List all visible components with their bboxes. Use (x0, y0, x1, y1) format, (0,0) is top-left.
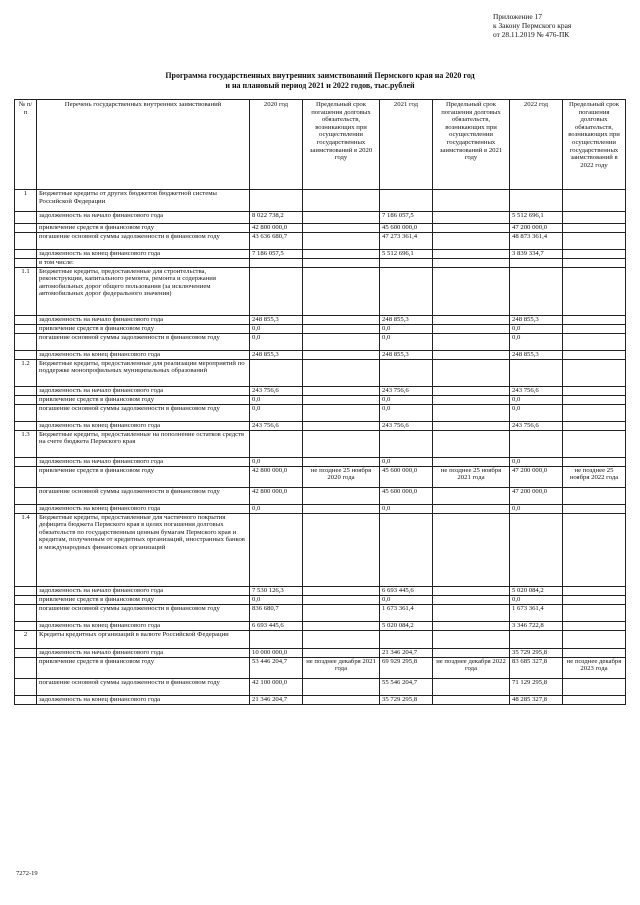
table-cell-term-2020 (303, 267, 380, 315)
table-cell-term-2022 (563, 404, 626, 421)
table-cell-2022: 0,0 (510, 595, 563, 604)
table-cell-term-2021 (433, 359, 510, 386)
table-cell-term-2021 (433, 513, 510, 586)
table-cell-term-2021: не позднее 25 ноября 2021 года (433, 466, 510, 487)
table-header-row (15, 100, 626, 190)
table-cell-2021: 243 756,6 (380, 421, 433, 430)
table-cell-2021: 5 512 696,1 (380, 250, 433, 259)
table-cell-term-2022 (563, 212, 626, 224)
table-cell-name: задолженность на начало финансового года (37, 586, 250, 595)
table-cell-term-2020 (303, 315, 380, 324)
table-cell-2021: 5 020 084,2 (380, 621, 433, 630)
table-cell-term-2022 (563, 504, 626, 513)
table-cell-num (15, 259, 37, 268)
table-cell-num (15, 324, 37, 333)
table-row (15, 190, 626, 212)
table-cell-num (15, 404, 37, 421)
table-row (15, 678, 626, 695)
table-cell-name: привлечение средств в финансовом году (37, 395, 250, 404)
table-cell-name: погашение основной суммы задолженности в финансовом году (37, 404, 250, 421)
table-cell-term-2022 (563, 487, 626, 504)
table-cell-term-2021 (433, 604, 510, 621)
table-cell-term-2020 (303, 350, 380, 359)
table-cell-2022: 1 673 361,4 (510, 604, 563, 621)
table-cell-2021: 45 600 000,0 (380, 466, 433, 487)
table-row (15, 359, 626, 386)
table-cell-name: Кредиты кредитных организаций в валюте Российской Федерации (37, 630, 250, 648)
table-cell-2022: 0,0 (510, 457, 563, 466)
table-cell-2021: 45 600 000,0 (380, 487, 433, 504)
table-cell-2022 (510, 259, 563, 268)
table-cell-term-2022: не позднее декабря 2023 года (563, 657, 626, 678)
table-row (15, 267, 626, 315)
table-cell-2020: 0,0 (250, 333, 303, 350)
table-cell-2020 (250, 430, 303, 457)
header-2020: 2020 год (250, 100, 303, 190)
table-cell-name: погашение основной суммы задолженности в финансовом году (37, 604, 250, 621)
table-cell-2022: 0,0 (510, 333, 563, 350)
table-cell-2022: 47 200 000,0 (510, 487, 563, 504)
table-cell-term-2020 (303, 586, 380, 595)
table-cell-term-2021 (433, 250, 510, 259)
header-2022: 2022 год (510, 100, 563, 190)
table-row (15, 621, 626, 630)
document-title (0, 71, 640, 90)
table-cell-term-2021 (433, 695, 510, 704)
table-cell-name: задолженность на конец финансового года (37, 350, 250, 359)
table-cell-term-2021: не позднее декабря 2022 года (433, 657, 510, 678)
table-cell-term-2020 (303, 224, 380, 233)
table-cell-2022: 0,0 (510, 395, 563, 404)
table-cell-name: задолженность на начало финансового года (37, 457, 250, 466)
footer-code: 7272-19 (16, 870, 38, 877)
table-cell-2020: 53 446 204,7 (250, 657, 303, 678)
table-cell-num (15, 333, 37, 350)
table-cell-2022 (510, 359, 563, 386)
table-cell-term-2022 (563, 359, 626, 386)
table-cell-term-2020 (303, 212, 380, 224)
table-row (15, 386, 626, 395)
table-cell-2021: 243 756,6 (380, 386, 433, 395)
table-cell-2020: 21 346 204,7 (250, 695, 303, 704)
table-cell-term-2020 (303, 259, 380, 268)
table-cell-2021: 69 929 295,8 (380, 657, 433, 678)
table-row (15, 504, 626, 513)
table-cell-name: задолженность на начало финансового года (37, 315, 250, 324)
table-cell-term-2021 (433, 233, 510, 250)
table-cell-2020: 836 680,7 (250, 604, 303, 621)
table-cell-term-2022 (563, 604, 626, 621)
table-cell-2021 (380, 630, 433, 648)
table-row (15, 350, 626, 359)
table-cell-2020: 0,0 (250, 504, 303, 513)
table-cell-term-2020 (303, 233, 380, 250)
table-cell-num (15, 695, 37, 704)
table-cell-term-2021 (433, 350, 510, 359)
appendix-line-3: от 28.11.2019 № 476-ПК (493, 30, 570, 40)
table-cell-term-2022 (563, 250, 626, 259)
table-cell-2020 (250, 259, 303, 268)
table-cell-name: задолженность на конец финансового года (37, 621, 250, 630)
table-cell-term-2021 (433, 212, 510, 224)
table-cell-2021: 0,0 (380, 324, 433, 333)
table-cell-term-2022 (563, 386, 626, 395)
table-cell-term-2022 (563, 224, 626, 233)
table-cell-term-2021 (433, 404, 510, 421)
table-cell-num (15, 466, 37, 487)
table-cell-num (15, 350, 37, 359)
table-cell-2022: 0,0 (510, 324, 563, 333)
table-cell-2020 (250, 190, 303, 212)
header-term-2022: Предельный срок погашения долговых обязательств, возникающих при осуществлении государственных заимствований в 2022 году (563, 100, 626, 190)
table-cell-term-2020 (303, 595, 380, 604)
table-cell-term-2021 (433, 333, 510, 350)
table-cell-term-2022 (563, 233, 626, 250)
table-cell-term-2022 (563, 259, 626, 268)
table-cell-2022: 48 285 327,8 (510, 695, 563, 704)
table-cell-term-2020: не позднее 25 ноября 2020 года (303, 466, 380, 487)
table-cell-name: Бюджетные кредиты, предоставленные для частичного покрытия дефицита бюджета Пермского края в целях погашения долговых обязательств по государственным ценным бумагам Пермского края и кредитам, полученным от кредитных организаций, иностранных банков и международных финансовых организаций (37, 513, 250, 586)
table-cell-num (15, 504, 37, 513)
table-cell-name: погашение основной суммы задолженности в финансовом году (37, 678, 250, 695)
table-cell-name: задолженность на конец финансового года (37, 504, 250, 513)
table-cell-2020: 0,0 (250, 404, 303, 421)
table-cell-term-2021 (433, 421, 510, 430)
table-cell-num: 1.4 (15, 513, 37, 586)
table-cell-term-2020 (303, 421, 380, 430)
table-cell-num (15, 212, 37, 224)
table-row (15, 695, 626, 704)
table-cell-term-2021 (433, 430, 510, 457)
table-row (15, 513, 626, 586)
table-cell-term-2022 (563, 395, 626, 404)
table-cell-2020: 7 186 057,5 (250, 250, 303, 259)
table-cell-term-2020 (303, 513, 380, 586)
table-cell-2022: 3 839 334,7 (510, 250, 563, 259)
table-cell-term-2020 (303, 333, 380, 350)
table-cell-2020: 10 000 000,0 (250, 648, 303, 657)
table-cell-2022: 5 020 084,2 (510, 586, 563, 595)
table-body (15, 190, 626, 705)
table-cell-term-2020 (303, 190, 380, 212)
table-cell-term-2021 (433, 595, 510, 604)
header-term-2020: Предельный срок погашения долговых обязательств, возникающих при осуществлении государственных заимствований в 2020 году (303, 100, 380, 190)
table-cell-term-2022 (563, 457, 626, 466)
table-cell-2020: 7 530 126,3 (250, 586, 303, 595)
table-cell-term-2022 (563, 648, 626, 657)
table-cell-2021: 7 186 057,5 (380, 212, 433, 224)
appendix-line-1: Приложение 17 (493, 12, 542, 21)
table-cell-num (15, 386, 37, 395)
table-cell-term-2022 (563, 350, 626, 359)
table-cell-2020: 243 756,6 (250, 386, 303, 395)
table-cell-term-2020 (303, 648, 380, 657)
table-cell-term-2022 (563, 267, 626, 315)
table-cell-2021: 0,0 (380, 395, 433, 404)
table-cell-2020: 8 022 738,2 (250, 212, 303, 224)
table-cell-2021: 21 346 204,7 (380, 648, 433, 657)
table-cell-2021: 47 273 361,4 (380, 233, 433, 250)
table-cell-2020 (250, 513, 303, 586)
table-cell-num (15, 250, 37, 259)
table-row (15, 421, 626, 430)
table-cell-2020: 248 855,3 (250, 315, 303, 324)
table-cell-term-2021 (433, 324, 510, 333)
table-cell-term-2021 (433, 504, 510, 513)
table-cell-term-2022 (563, 621, 626, 630)
table-cell-2020: 243 756,6 (250, 421, 303, 430)
table-cell-num (15, 586, 37, 595)
header-term-2021: Предельный срок погашения долговых обязательств, возникающих при осуществлении государственных заимствований в 2021 году (433, 100, 510, 190)
table-cell-term-2021 (433, 259, 510, 268)
table-cell-term-2020 (303, 621, 380, 630)
table-cell-term-2022 (563, 595, 626, 604)
table-cell-term-2021 (433, 386, 510, 395)
table-cell-2022: 47 200 000,0 (510, 466, 563, 487)
table-cell-name: задолженность на конец финансового года (37, 695, 250, 704)
table-cell-2022: 248 855,3 (510, 350, 563, 359)
table-cell-2022: 47 200 000,0 (510, 224, 563, 233)
table-cell-name: Бюджетные кредиты, предоставленные на пополнение остатков средств на счете бюджета Пермского края (37, 430, 250, 457)
table-cell-2022: 71 129 295,8 (510, 678, 563, 695)
header-2021: 2021 год (380, 100, 433, 190)
table-cell-num (15, 457, 37, 466)
table-cell-2021 (380, 359, 433, 386)
table-cell-term-2021 (433, 678, 510, 695)
table-cell-name: привлечение средств в финансовом году (37, 657, 250, 678)
table-row (15, 395, 626, 404)
table-cell-2022: 5 512 696,1 (510, 212, 563, 224)
table-cell-num: 1 (15, 190, 37, 212)
table-cell-term-2020 (303, 604, 380, 621)
table-row (15, 466, 626, 487)
table-row (15, 404, 626, 421)
table-cell-2021: 6 693 445,6 (380, 586, 433, 595)
table-cell-num (15, 395, 37, 404)
table-cell-2021: 45 600 000,0 (380, 224, 433, 233)
table-cell-term-2020 (303, 250, 380, 259)
table-row (15, 333, 626, 350)
table-cell-term-2020 (303, 404, 380, 421)
table-cell-2022: 83 685 327,8 (510, 657, 563, 678)
table-row (15, 586, 626, 595)
table-cell-2020: 248 855,3 (250, 350, 303, 359)
table-cell-2022: 35 729 295,8 (510, 648, 563, 657)
table-cell-2020: 0,0 (250, 395, 303, 404)
table-cell-name: Бюджетные кредиты, предоставленные для реализации мероприятий по поддержке монопрофильных муниципальных образований (37, 359, 250, 386)
table-cell-term-2022 (563, 513, 626, 586)
table-cell-term-2021 (433, 190, 510, 212)
table-cell-term-2020 (303, 386, 380, 395)
table-row (15, 212, 626, 224)
table-row (15, 457, 626, 466)
table-cell-2021: 0,0 (380, 333, 433, 350)
table-cell-2021: 35 729 295,8 (380, 695, 433, 704)
table-cell-term-2022 (563, 315, 626, 324)
table-cell-term-2021 (433, 621, 510, 630)
table-cell-name: задолженность на начало финансового года (37, 648, 250, 657)
table-cell-2020: 42 800 000,0 (250, 224, 303, 233)
table-cell-num (15, 224, 37, 233)
table-cell-2022 (510, 267, 563, 315)
table-cell-2021: 248 855,3 (380, 350, 433, 359)
table-cell-num (15, 233, 37, 250)
table-cell-term-2022 (563, 695, 626, 704)
table-cell-2020: 42 100 000,0 (250, 678, 303, 695)
table-cell-term-2021 (433, 457, 510, 466)
table-cell-term-2022 (563, 190, 626, 212)
table-row (15, 250, 626, 259)
table-cell-name: привлечение средств в финансовом году (37, 595, 250, 604)
table-cell-term-2021 (433, 648, 510, 657)
table-cell-2022 (510, 630, 563, 648)
table-cell-2022: 3 346 722,8 (510, 621, 563, 630)
table-row (15, 224, 626, 233)
table-cell-2022 (510, 430, 563, 457)
table-cell-2020: 42 800 000,0 (250, 487, 303, 504)
table-cell-2021: 0,0 (380, 404, 433, 421)
table-cell-2020 (250, 359, 303, 386)
borrowing-program-table (14, 99, 626, 705)
table-cell-2021: 248 855,3 (380, 315, 433, 324)
table-cell-2021: 1 673 361,4 (380, 604, 433, 621)
table-cell-2020 (250, 630, 303, 648)
table-cell-term-2022 (563, 333, 626, 350)
table-cell-num: 1.1 (15, 267, 37, 315)
table-cell-term-2020 (303, 359, 380, 386)
table-cell-num (15, 604, 37, 621)
header-num: № п/п (15, 100, 37, 190)
table-row (15, 315, 626, 324)
table-cell-term-2020 (303, 695, 380, 704)
table-cell-name: Бюджетные кредиты, предоставленные для строительства, реконструкции, капитального ремонта, ремонта и содержания автомобильных дорог общего пользования (за исключением автомобильных дорог федерального значения) (37, 267, 250, 315)
table-cell-term-2022 (563, 678, 626, 695)
table-cell-term-2020: не позднее декабря 2021 года (303, 657, 380, 678)
table-cell-2020: 6 693 445,6 (250, 621, 303, 630)
table-cell-num (15, 487, 37, 504)
table-cell-2020: 0,0 (250, 595, 303, 604)
table-cell-term-2021 (433, 395, 510, 404)
table-row (15, 259, 626, 268)
table-cell-2021 (380, 513, 433, 586)
table-row (15, 233, 626, 250)
table-cell-2022: 243 756,6 (510, 386, 563, 395)
table-cell-term-2020 (303, 630, 380, 648)
table-cell-term-2020 (303, 395, 380, 404)
table-cell-2020 (250, 267, 303, 315)
table-cell-num: 1.2 (15, 359, 37, 386)
appendix-line-2: к Закону Пермского края (493, 21, 572, 31)
header-name: Перечень государственных внутренних заимствований (37, 100, 250, 190)
title-line-2: и на плановый период 2021 и 2022 годов, тыс.рублей (225, 80, 415, 90)
table-cell-term-2021 (433, 267, 510, 315)
table-row (15, 630, 626, 648)
table-cell-term-2022 (563, 586, 626, 595)
table-cell-num (15, 678, 37, 695)
table-cell-term-2020 (303, 324, 380, 333)
table-cell-2022 (510, 190, 563, 212)
table-row (15, 604, 626, 621)
table-cell-num (15, 315, 37, 324)
table-cell-term-2022 (563, 421, 626, 430)
table-cell-2022: 0,0 (510, 404, 563, 421)
table-cell-2020: 0,0 (250, 457, 303, 466)
table-cell-term-2021 (433, 630, 510, 648)
table-cell-2021 (380, 190, 433, 212)
table-cell-num (15, 621, 37, 630)
table-cell-name: в том числе: (37, 259, 250, 268)
table-cell-2021 (380, 267, 433, 315)
table-cell-2021 (380, 430, 433, 457)
table-cell-2022: 243 756,6 (510, 421, 563, 430)
table-cell-name: задолженность на начало финансового года (37, 386, 250, 395)
table-cell-2020: 42 800 000,0 (250, 466, 303, 487)
table-cell-num (15, 648, 37, 657)
table-cell-name: задолженность на начало финансового года (37, 212, 250, 224)
table-cell-2022: 48 873 361,4 (510, 233, 563, 250)
table-cell-term-2021 (433, 224, 510, 233)
table-cell-name: погашение основной суммы задолженности в финансовом году (37, 233, 250, 250)
appendix-block (493, 12, 571, 40)
table-cell-name: привлечение средств в финансовом году (37, 224, 250, 233)
table-row (15, 487, 626, 504)
table-cell-term-2021 (433, 586, 510, 595)
table-cell-term-2022: не позднее 25 ноября 2022 года (563, 466, 626, 487)
title-line-1: Программа государственных внутренних заимствований Пермского края на 2020 год (165, 71, 475, 80)
table-cell-term-2020 (303, 430, 380, 457)
table-cell-2021: 0,0 (380, 504, 433, 513)
table-cell-name: погашение основной суммы задолженности в финансовом году (37, 333, 250, 350)
table-cell-term-2022 (563, 324, 626, 333)
table-cell-name: погашение основной суммы задолженности в финансовом году (37, 487, 250, 504)
table-row (15, 324, 626, 333)
table-cell-term-2022 (563, 630, 626, 648)
table-cell-term-2020 (303, 504, 380, 513)
table-cell-term-2021 (433, 487, 510, 504)
table-cell-2021: 55 546 204,7 (380, 678, 433, 695)
table-row (15, 657, 626, 678)
table-cell-term-2021 (433, 315, 510, 324)
table-cell-num (15, 595, 37, 604)
table-cell-2022: 248 855,3 (510, 315, 563, 324)
table-row (15, 595, 626, 604)
table-cell-name: задолженность на конец финансового года (37, 421, 250, 430)
table-row (15, 648, 626, 657)
table-cell-name: Бюджетные кредиты от других бюджетов бюджетной системы Российской Федерации (37, 190, 250, 212)
table-cell-name: привлечение средств в финансовом году (37, 324, 250, 333)
table-cell-2020: 43 636 680,7 (250, 233, 303, 250)
table-cell-name: задолженность на конец финансового года (37, 250, 250, 259)
table-cell-2021 (380, 259, 433, 268)
table-cell-num: 1.3 (15, 430, 37, 457)
table-cell-term-2020 (303, 457, 380, 466)
table-cell-num: 2 (15, 630, 37, 648)
table-cell-term-2020 (303, 678, 380, 695)
table-cell-2021: 0,0 (380, 457, 433, 466)
table-cell-name: привлечение средств в финансовом году (37, 466, 250, 487)
table-cell-term-2020 (303, 487, 380, 504)
table-cell-num (15, 657, 37, 678)
table-row (15, 430, 626, 457)
table-cell-2022: 0,0 (510, 504, 563, 513)
table-cell-2022 (510, 513, 563, 586)
table-cell-2021: 0,0 (380, 595, 433, 604)
table-cell-term-2022 (563, 430, 626, 457)
table-cell-num (15, 421, 37, 430)
table-cell-2020: 0,0 (250, 324, 303, 333)
